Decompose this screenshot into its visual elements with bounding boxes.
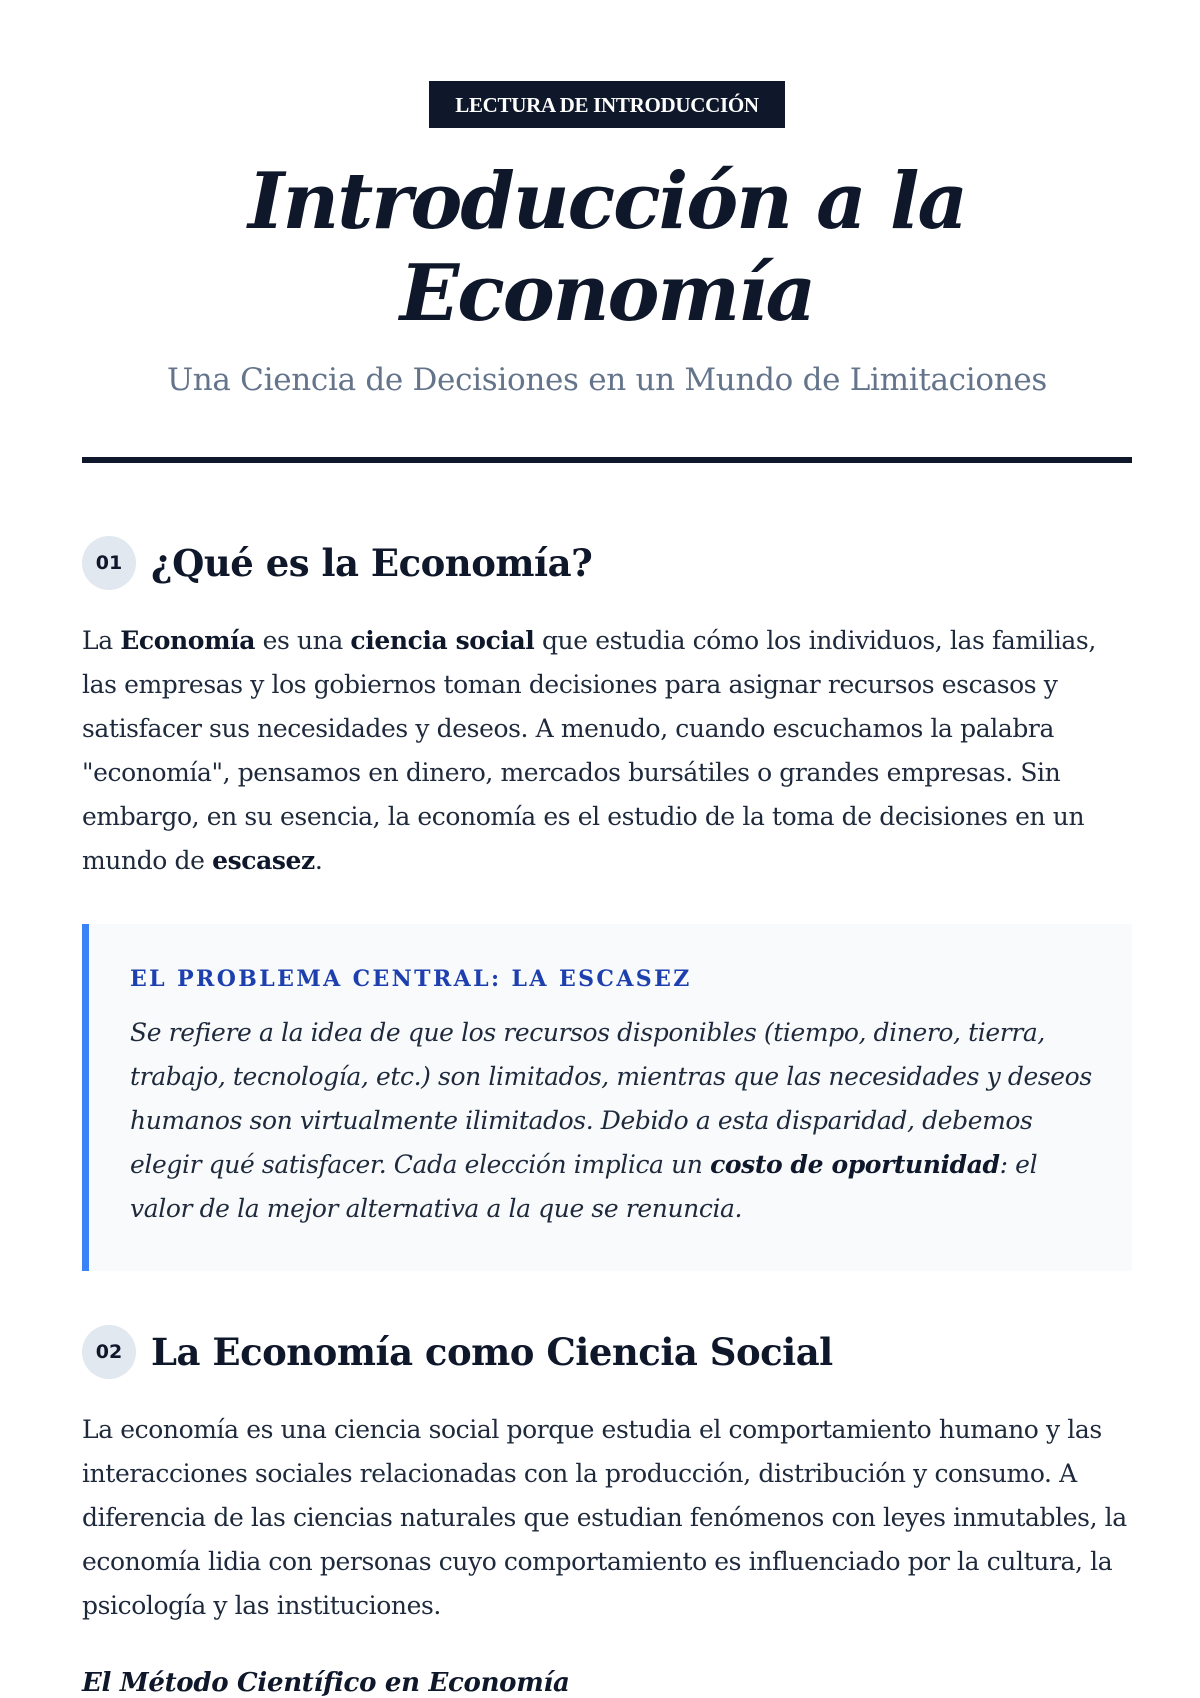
badge-container [82, 81, 1132, 128]
section-paragraph [82, 619, 1132, 883]
section-header-01 [82, 536, 1132, 590]
bold-term: ciencia social [350, 626, 535, 655]
reading-badge: LECTURA DE INTRODUCCIÓN [429, 81, 784, 128]
section-paragraph: La economía es una ciencia social porque estudia el comportamiento humano y las interacciones sociales relacionadas con la producción, distribución y consumo. A diferencia de las ciencias naturales que estudian fenómenos con leyes inmutables, la economía lidia con personas cuyo comportamiento es influenciado por la cultura, la psicología y las instituciones. [82, 1415, 1127, 1620]
text-run: Se refiere a la idea de que los recursos disponibles (tiempo, dinero, tierra, trabajo, tecnología, etc.) son limitados, mientras que las necesidades y deseos humanos son virtualmente ilimitados. Debido a esta disparidad, debemos elegir qué satisfacer. Cada elección implica un [130, 1018, 1092, 1179]
text-run: que estudia cómo los individuos, las familias, las empresas y los gobiernos toman decisiones para asignar recursos escasos y satisfacer sus necesidades y deseos. A menudo, cuando escuchamos la palabra "economía", pensamos en dinero, mercados bursátiles o grandes empresas. Sin embargo, en su esencia, la economía es el estudio de la toma de decisiones en un mundo de [82, 626, 1096, 875]
header-divider [82, 457, 1132, 463]
text-run: es una [255, 626, 351, 655]
callout-box [82, 924, 1132, 1271]
bold-term: costo de oportunidad [710, 1150, 1000, 1179]
text-run: La [82, 626, 121, 655]
callout-text [130, 1011, 1092, 1231]
section-number-badge: 02 [82, 1325, 136, 1379]
section-title: ¿Qué es la Economía? [151, 541, 593, 585]
text-run: . [314, 846, 323, 875]
section-header-02 [82, 1325, 1132, 1379]
subheading: El Método Científico en Economía [82, 1668, 570, 1698]
callout-title: EL PROBLEMA CENTRAL: LA ESCASEZ [130, 966, 692, 992]
section-title: La Economía como Ciencia Social [151, 1330, 833, 1374]
bold-term: escasez [212, 846, 315, 875]
text-run: : el valor de la mejor alternativa a la que se renuncia. [130, 1150, 1038, 1223]
bold-term: Economía [120, 626, 256, 655]
section-number-badge: 01 [82, 536, 136, 590]
document-page [82, 0, 1132, 1698]
page-title: Introducción a la Economía [248, 156, 966, 339]
page-subtitle: Una Ciencia de Decisiones en un Mundo de Limitaciones [166, 362, 1048, 398]
